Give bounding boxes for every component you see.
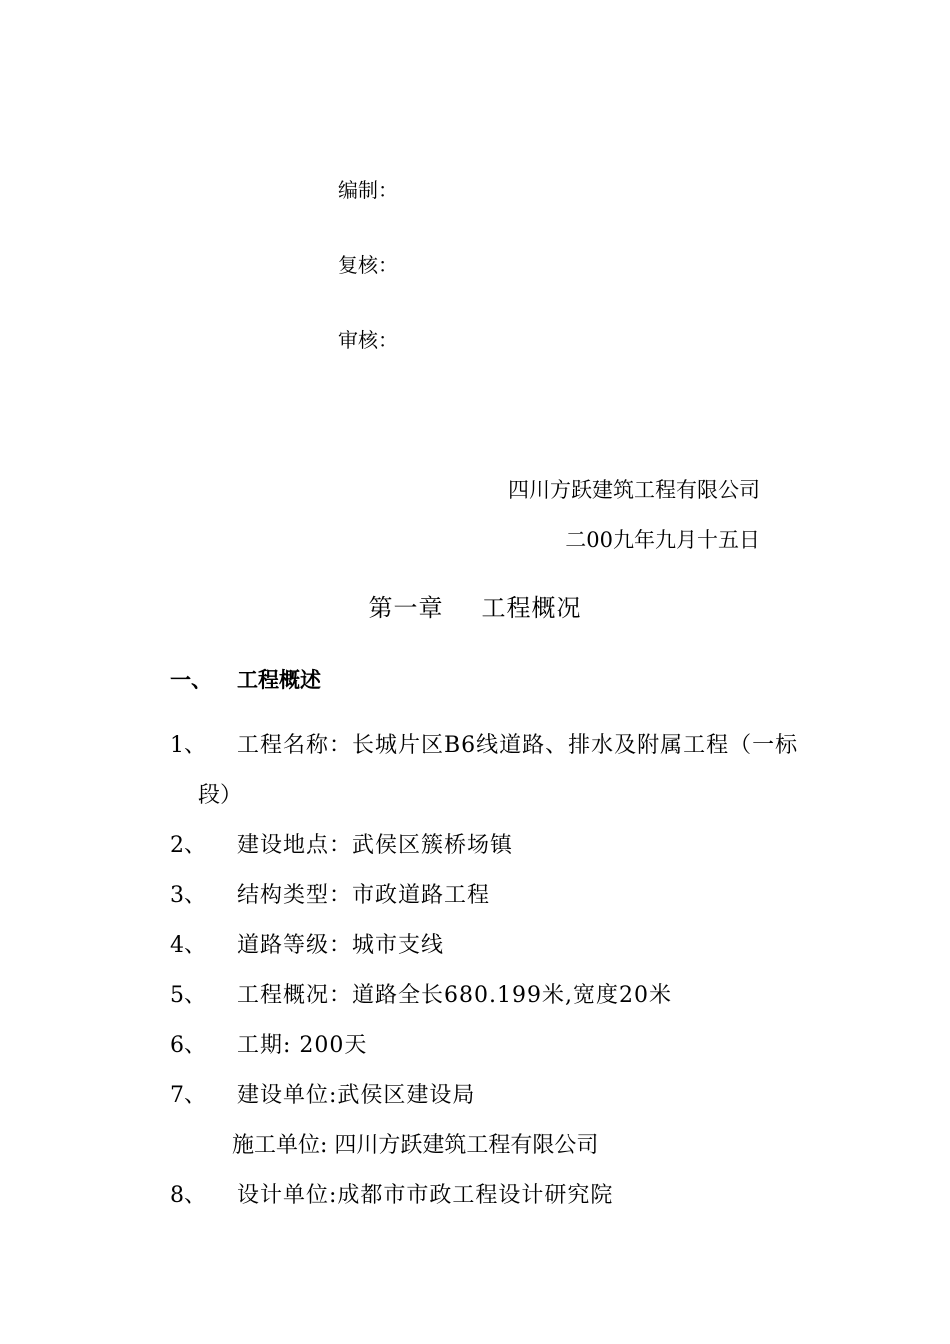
item-number: 5、 bbox=[170, 983, 206, 1008]
item-number: 2、 bbox=[170, 833, 206, 858]
item-text: 结构类型：市政道路工程 bbox=[237, 883, 491, 908]
item-number: 7、 bbox=[170, 1083, 206, 1108]
item-text: 工程概况：道路全长680.199米,宽度20米 bbox=[237, 983, 672, 1008]
list-item bbox=[170, 1082, 475, 1110]
item-text: 道路等级：城市支线 bbox=[237, 933, 445, 958]
list-item bbox=[170, 1182, 613, 1210]
list-item bbox=[170, 982, 672, 1010]
list-item bbox=[170, 932, 444, 960]
list-item bbox=[170, 882, 490, 910]
list-item bbox=[170, 832, 513, 860]
section-number: 一、 bbox=[170, 668, 212, 692]
item-number: 3、 bbox=[170, 883, 206, 908]
item-text: 建设单位:武侯区建设局 bbox=[237, 1083, 476, 1108]
item-text: 建设地点：武侯区簇桥场镇 bbox=[237, 833, 514, 858]
auditor-label: 审核： bbox=[338, 328, 398, 352]
section-heading bbox=[170, 666, 321, 694]
reviewer-label: 复核： bbox=[338, 253, 398, 277]
item-number: 6、 bbox=[170, 1033, 206, 1058]
document-date: 二00九年九月十五日 bbox=[565, 528, 760, 552]
item-text: 设计单位:成都市市政工程设计研究院 bbox=[237, 1183, 614, 1208]
chapter-heading bbox=[0, 594, 950, 622]
item-number: 8、 bbox=[170, 1183, 206, 1208]
item-number: 1、 bbox=[170, 733, 206, 758]
chapter-title: 工程概况 bbox=[481, 594, 582, 622]
chapter-number: 第一章 bbox=[368, 594, 444, 622]
item-text: 工程名称：长城片区B6线道路、排水及附属工程（一标 bbox=[237, 733, 799, 758]
item-subline: 施工单位: 四川方跃建筑工程有限公司 bbox=[232, 1133, 599, 1158]
section-title: 工程概述 bbox=[237, 668, 321, 692]
company-name: 四川方跃建筑工程有限公司 bbox=[508, 478, 760, 502]
list-item bbox=[170, 1032, 367, 1060]
compiler-label: 编制： bbox=[338, 178, 398, 202]
item-continuation: 段） bbox=[198, 783, 243, 808]
item-text: 工期: 200天 bbox=[237, 1033, 368, 1058]
list-item bbox=[170, 732, 798, 760]
item-number: 4、 bbox=[170, 933, 206, 958]
